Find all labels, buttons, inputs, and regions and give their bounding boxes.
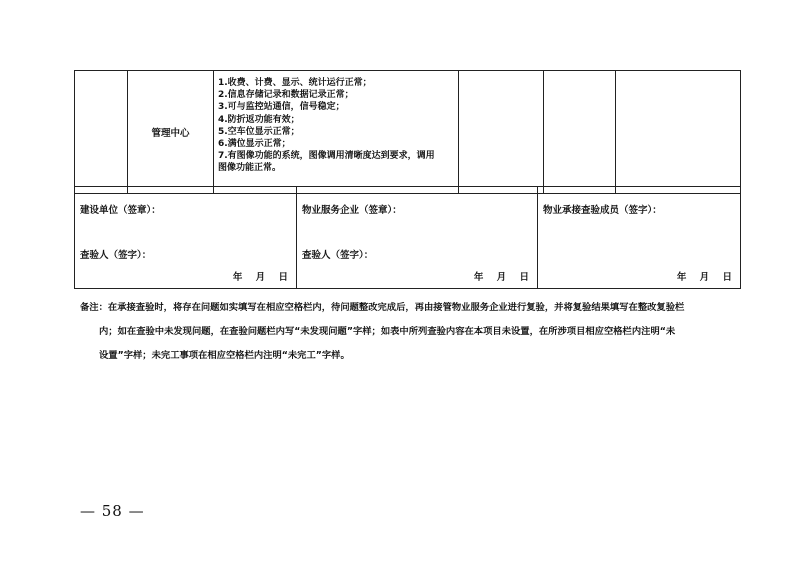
item-name: 管理中心: [151, 128, 190, 139]
signature-title: 建设单位（签章）：: [80, 205, 161, 216]
remarks-line: 备注：在承接查验时，将存在问题如实填写在相应空格栏内，待问题整改完成后，再由接管物业服务企业进行复验，并将复验结果填写在整改复验栏: [80, 302, 685, 313]
criteria-line: 2.信息存储记录和数据记录正常；: [218, 90, 354, 101]
page-number: — 58 —: [80, 502, 145, 520]
table-row: [75, 71, 741, 194]
signature-cell-members: [538, 187, 741, 289]
criteria-line: 6.满位显示正常；: [218, 139, 291, 150]
signature-title: 物业服务企业（签章）：: [302, 205, 402, 216]
blank-cell: [616, 71, 741, 194]
remarks-line: 设置”字样；未完工事项在相应空格栏内注明“未完工”字样。: [99, 350, 350, 361]
item-name-cell: [128, 71, 214, 194]
inspector-label: 查验人（签字）：: [302, 250, 374, 261]
remarks-line: 内；如在查验中未发现问题，在查验问题栏内写“未发现问题”字样；如表中所列查验内容在本项目未设置，在所涉项目相应空格栏内注明“未: [99, 326, 676, 337]
remarks: [80, 296, 746, 368]
date-label: 年 月 日: [676, 272, 732, 283]
inspection-table: [74, 70, 741, 194]
signature-row: [75, 187, 741, 289]
signature-title: 物业承接查验成员（签字）：: [543, 205, 662, 216]
criteria-line: 5.空车位显示正常；: [218, 126, 300, 137]
criteria-line: 1.收费、计费、显示、统计运行正常；: [218, 78, 372, 88]
criteria-line: 3.可与监控站通信，信号稳定；: [218, 102, 345, 113]
inspector-label: 查验人（签字）：: [80, 250, 152, 261]
blank-cell: [459, 71, 544, 194]
criteria-line: 7.有图像功能的系统，图像调用清晰度达到要求，调用: [218, 151, 435, 162]
signature-table: [74, 186, 741, 289]
date-label: 年 月 日: [473, 272, 529, 283]
signature-cell-property: [297, 187, 538, 289]
criteria-line: 4.防折返功能有效；: [218, 114, 300, 125]
signature-cell-builder: [75, 187, 297, 289]
criteria-cell: [214, 71, 459, 194]
blank-cell: [75, 71, 128, 194]
blank-cell: [544, 71, 616, 194]
criteria-line: 图像功能正常。: [218, 163, 282, 174]
date-label: 年 月 日: [232, 272, 288, 283]
